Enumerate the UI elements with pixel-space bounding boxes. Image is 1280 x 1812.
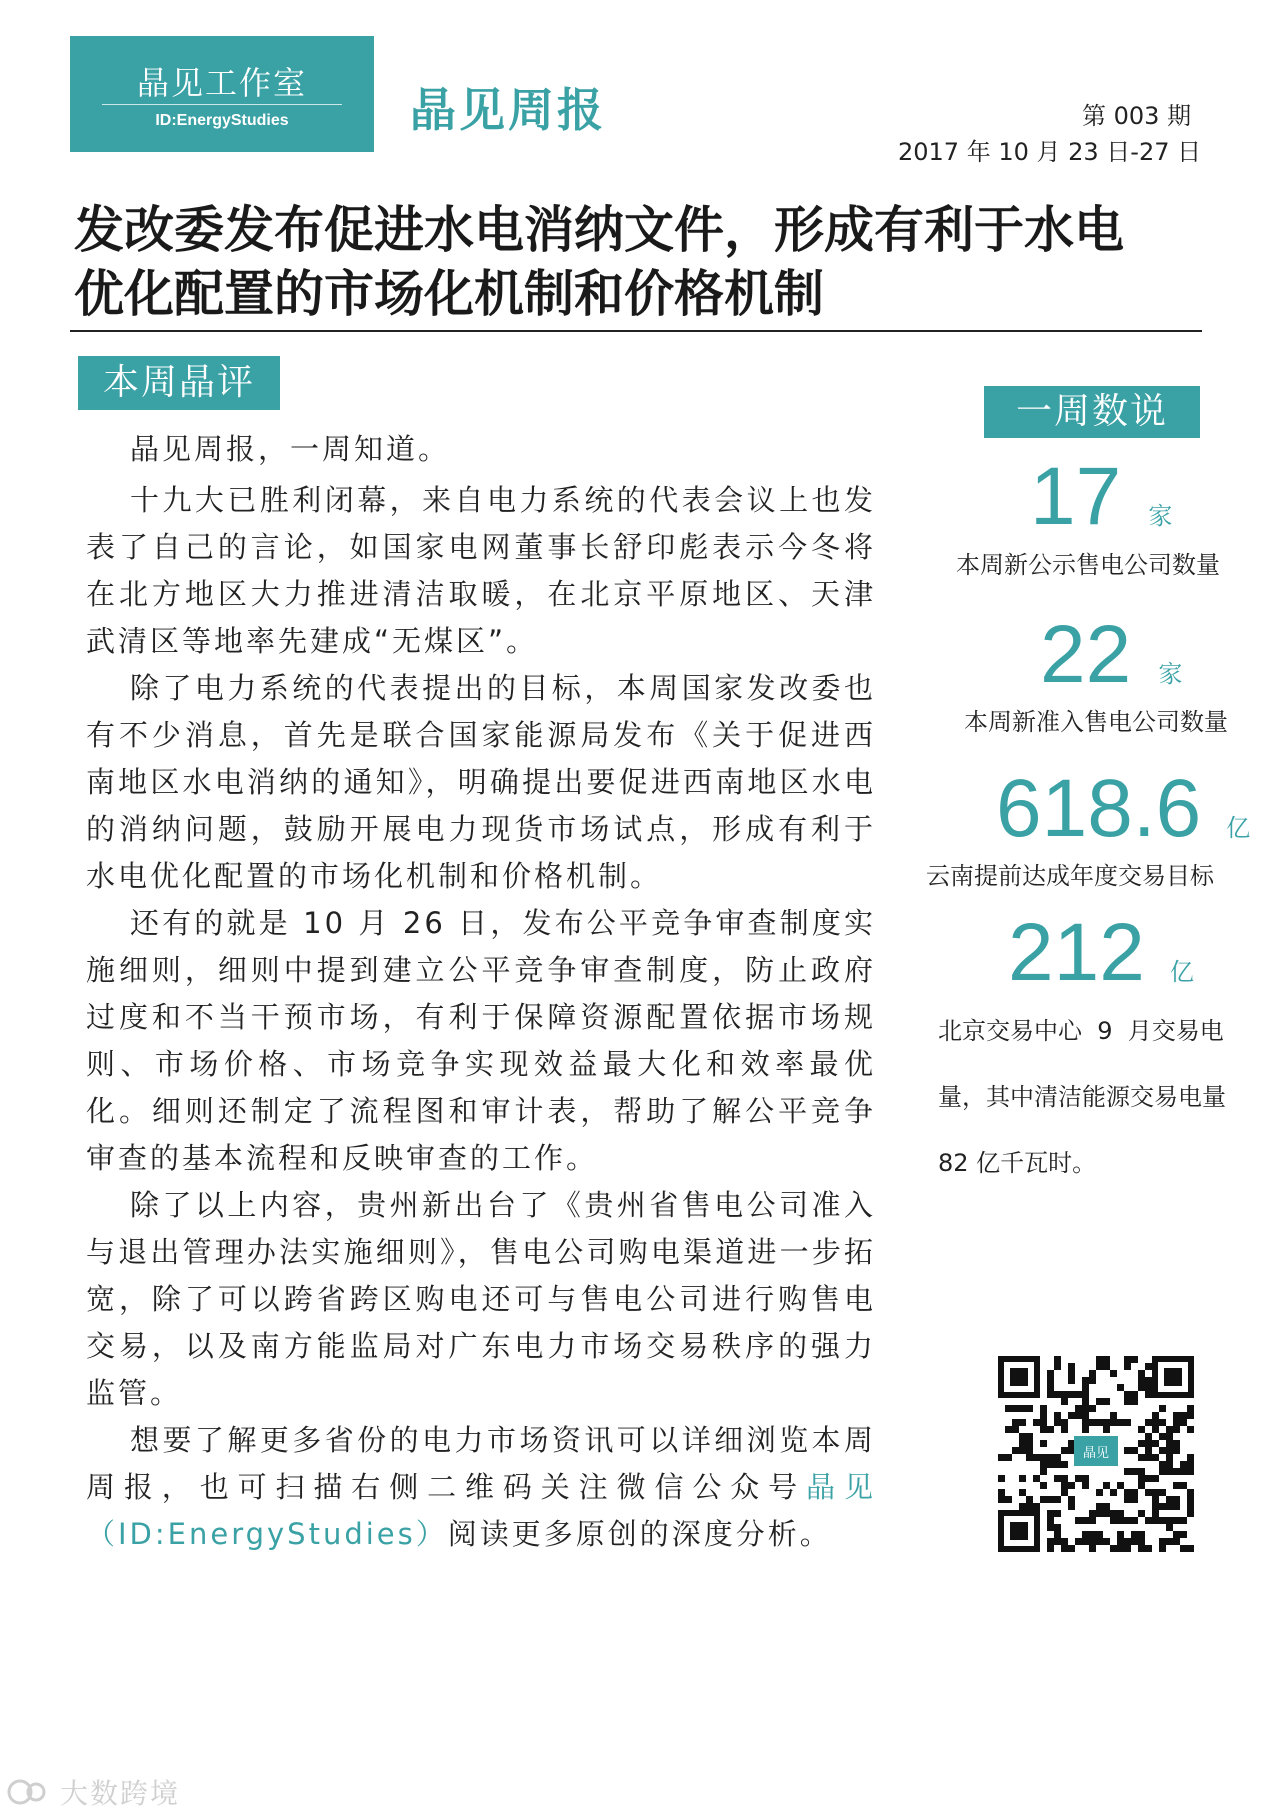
review-paragraph-3: 除了电力系统的代表提出的目标，本周国家发改委也有不少消息，首先是联合国家能源局发布《关于促进西南地区水电消纳的通知》，明确提出要促进西南地区水电的消纳问题，鼓励开展电力现货市场试点，形成有利于水电优化配置的市场化机制和价格机制。 (86, 671, 876, 893)
review-paragraph-5: 除了以上内容，贵州新出台了《贵州省售电公司准入与退出管理办法实施细则》，售电公司购电渠道进一步拓宽，除了可以跨省跨区购电还可与售电公司进行购售电交易，以及南方能监局对广东电力市场交易秩序的强力监管。 (86, 1188, 876, 1410)
stat-4-label-line-2: 量，其中清洁能源交易电量 (938, 1083, 1226, 1111)
logo-divider (102, 104, 342, 105)
stat-3-unit: 亿 (1226, 814, 1251, 842)
stat-4-value: 212 (1008, 907, 1145, 998)
stat-4-label-line-1: 北京交易中心 9 月交易电 (938, 1017, 1224, 1045)
wechat-account-link[interactable]: 晶见（ID:EnergyStudies） (86, 1470, 876, 1551)
issue-date: 2017 年 10 月 23 日-27 日 (898, 138, 1202, 166)
watermark-text: 大数跨境 (60, 1777, 181, 1810)
review-paragraph-6-end: 阅读更多原创的深度分析。 (447, 1517, 832, 1551)
review-paragraph-6 (86, 1417, 876, 1558)
weekly-review-label: 本周晶评 (78, 356, 280, 410)
review-paragraph-2: 十九大已胜利闭幕，来自电力系统的代表会议上也发表了自己的言论，如国家电网董事长舒印彪表示今冬将在北方地区大力推进清洁取暖，在北京平原地区、天津武清区等地率先建成“无煤区”。 (86, 483, 876, 658)
studio-name: 晶见工作室 (136, 64, 307, 102)
headline-line-2: 优化配置的市场化机制和价格机制 (74, 265, 824, 323)
stat-4-label-line-3: 82 亿千瓦时。 (938, 1149, 1097, 1177)
weekly-review-article (86, 426, 876, 1558)
stat-4-unit: 亿 (1169, 958, 1194, 986)
headline-line-1: 发改委发布促进水电消纳文件，形成有利于水电 (74, 201, 1124, 259)
stat-3 (996, 763, 1251, 854)
studio-logo (70, 36, 374, 152)
qr-center-label: 晶见 (1082, 1446, 1110, 1461)
stat-2 (1040, 609, 1183, 700)
stat-1-unit: 家 (1148, 502, 1173, 530)
stat-1 (1030, 451, 1173, 542)
stat-2-label: 本周新准入售电公司数量 (964, 708, 1228, 736)
review-paragraph-4: 还有的就是 10 月 26 日，发布公平竞争审查制度实施细则，细则中提到建立公平竞争审查制度，防止政府过度和不当干预市场，有利于保障资源配置依据市场规则、市场价格、市场竞争实现效益最大化和效率最优化。细则还制定了流程图和审计表，帮助了解公平竞争审查的基本流程和反映审查的工作。 (86, 906, 876, 1175)
stat-3-value: 618.6 (996, 763, 1202, 854)
stat-1-value: 17 (1030, 451, 1122, 542)
stat-4 (1008, 907, 1194, 998)
watermark-logo-icon (6, 1776, 54, 1812)
brand-title: 晶见周报 (410, 83, 606, 137)
headline-divider (70, 330, 1202, 332)
stat-2-value: 22 (1040, 609, 1132, 700)
studio-id: ID:EnergyStudies (155, 112, 289, 129)
qr-code-icon (998, 1356, 1194, 1552)
wechat-qr-code[interactable] (998, 1356, 1194, 1552)
stat-4-label (938, 998, 1226, 1196)
headline (74, 198, 1254, 326)
review-paragraph-6-text: 想要了解更多省份的电力市场资讯可以详细浏览本周周报，也可扫描右侧二维码关注微信公众号 (86, 1423, 876, 1504)
weekly-numbers-label: 一周数说 (984, 386, 1200, 438)
issue-number: 第 003 期 (1082, 102, 1192, 130)
stat-3-label: 云南提前达成年度交易目标 (926, 862, 1214, 890)
stat-2-unit: 家 (1158, 660, 1183, 688)
stat-1-label: 本周新公示售电公司数量 (956, 551, 1220, 579)
review-paragraph-1: 晶见周报，一周知道。 (130, 432, 451, 466)
